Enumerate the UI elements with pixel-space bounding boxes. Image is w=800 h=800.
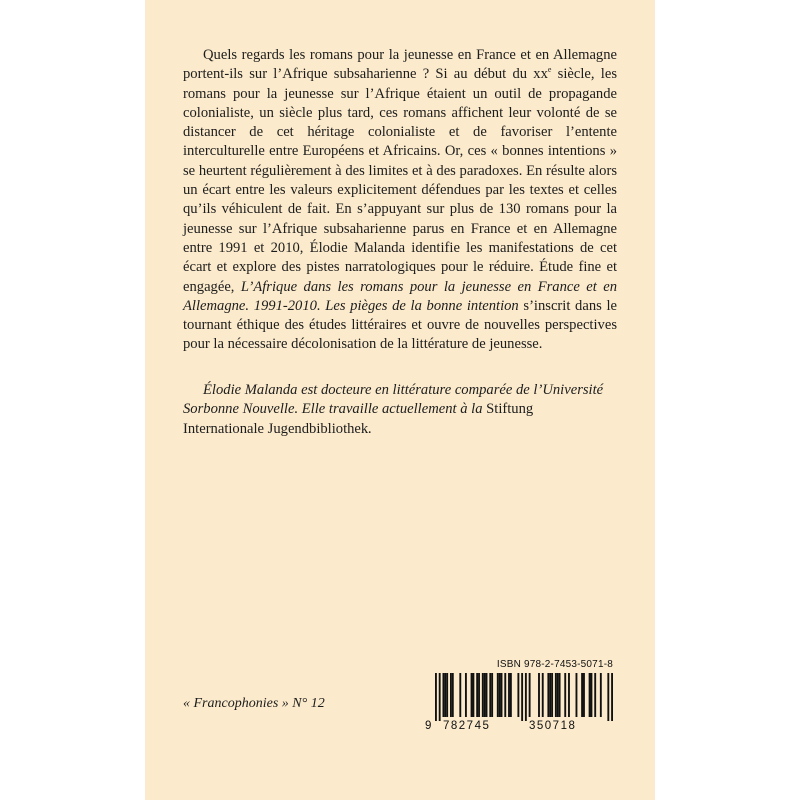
barcode-bar (465, 673, 467, 717)
barcode-bar (478, 673, 480, 717)
barcode-right-digits: 350718 (529, 720, 577, 732)
barcode-bar (547, 673, 549, 717)
barcode-bar (594, 673, 596, 717)
barcode-bar (611, 673, 613, 721)
barcode-bar (559, 673, 561, 717)
author-bio-text-2: . Elle travaille actuellement à la (294, 401, 487, 418)
isbn-label: ISBN 978-2-7453-5071-8 (496, 659, 613, 670)
barcode-bar (491, 673, 493, 717)
barcode-bar (482, 673, 484, 717)
barcode-bar (568, 673, 570, 717)
book-title: L’Afrique dans les romans pour la jeunesse en France et en Allemagne. 1991-2010. Les pièges de la bonne intention (183, 278, 617, 314)
blurb-text-3: s’inscrit dans le tournant éthique des études littéraires et ouvre de nouvelles perspectives pour la nécessaire décolonisation de la littérature de jeunesse. (183, 297, 617, 353)
barcode-first-digit: 9 (425, 720, 432, 732)
barcode-bar (484, 673, 486, 717)
barcode-bar (442, 673, 444, 717)
university-name: Sorbonne Nouvelle (183, 401, 295, 418)
barcode-bar (600, 673, 602, 717)
barcode-bars (435, 673, 613, 721)
barcode-bar (549, 673, 551, 717)
institution-name: Stiftung Internationale Jugendbibliothek (183, 401, 534, 437)
barcode-bar (551, 673, 553, 717)
barcode-bar (529, 673, 531, 717)
barcode-bar (607, 673, 609, 721)
barcode-bar (555, 673, 557, 717)
blurb-text-1: Quels regards les romans pour la jeunesse en France et en Allemagne portent-ils sur l’Afrique subsaharienne ? Si au début du (183, 47, 617, 83)
author-bio-text-3: . (368, 420, 372, 437)
barcode-bar (525, 673, 527, 721)
barcode-digits (425, 720, 613, 780)
barcode-bar (486, 673, 488, 717)
barcode-bar (517, 673, 519, 717)
barcode-bar (435, 673, 437, 721)
blurb-text-2: siècle, les romans pour la jeunesse sur l’Afrique étaient un outil de propagande colonialiste, un siècle plus tard, ces romans affichent leur volonté de se distancer de cet héritage colonialiste et de favoriser l’entente interculturelle entre Européens et Africains. Or, ces « bonnes intentions » se heurtent régulièrement à des limites et à des paradoxes. En résulte alors un écart entre les valeurs explicitement défendues par les textes et celles qu’ils véhiculent de fait. En s’appuyant sur plus de 130 romans pour la jeunesse sur l’Afrique subsaharienne parus en France et en Allemagne entre 1991 et 2010, Élodie Malanda identifie les manifestations de cet écart et explore des pistes narratologiques pour le réduire. Étude fine et engagée, (183, 66, 617, 295)
barcode-bar (589, 673, 591, 717)
barcode-bar (564, 673, 566, 717)
barcode-bar (450, 673, 452, 717)
barcode-left-digits: 782745 (443, 720, 491, 732)
barcode-bar (497, 673, 499, 717)
collection-label: « Francophonies » N° 12 (183, 696, 325, 711)
barcode-bar (538, 673, 540, 717)
barcode-bar (508, 673, 510, 717)
barcode-bar (439, 673, 441, 721)
century-superscript: e (547, 65, 552, 75)
barcode-bar (542, 673, 544, 717)
barcode-bar (510, 673, 512, 717)
barcode-bar (476, 673, 478, 717)
barcode-bar (444, 673, 446, 717)
century-numeral: xx (533, 66, 548, 83)
barcode-bar (501, 673, 503, 717)
barcode-bar (459, 673, 461, 717)
barcode-bar (576, 673, 578, 717)
barcode-bar (471, 673, 473, 717)
barcode-bar (446, 673, 448, 717)
barcode-bar (581, 673, 583, 717)
back-cover (145, 0, 655, 800)
barcode-bar (583, 673, 585, 717)
barcode-bar (499, 673, 501, 717)
barcode-bar (489, 673, 491, 717)
barcode-bar (504, 673, 506, 717)
barcode-bar (557, 673, 559, 717)
barcode-bar (591, 673, 593, 717)
barcode-bar (472, 673, 474, 717)
barcode-bar (521, 673, 523, 721)
author-bio (183, 381, 617, 439)
author-bio-text-1: Élodie Malanda est docteure en littérature comparée de l’Université (203, 382, 604, 398)
isbn-barcode (425, 659, 613, 735)
blurb-paragraph (183, 46, 617, 355)
barcode-bar (452, 673, 454, 717)
